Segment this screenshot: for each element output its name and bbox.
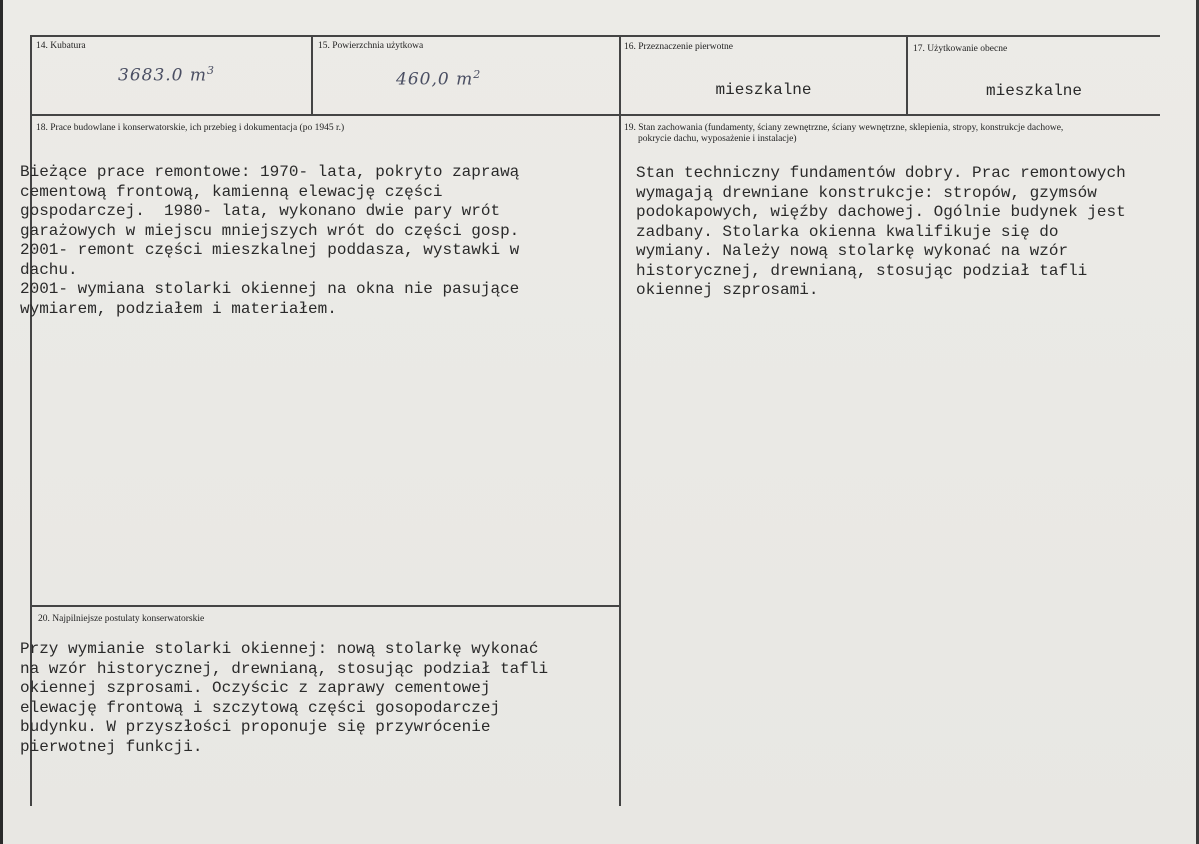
field-15-value: 460,0 $m^2$: [396, 68, 482, 90]
col-divider-15: [311, 35, 313, 115]
row1-rule: [30, 114, 1160, 116]
field-14-label: 14. Kubatura: [36, 41, 86, 51]
field-14-value: 3683.0 $m^3$: [118, 64, 216, 86]
field-16-label: 16. Przeznaczenie pierwotne: [624, 42, 733, 52]
field-15-label: 15. Powierzchnia użytkowa: [318, 41, 424, 51]
top-rule: [30, 35, 1160, 37]
field-19-text: Stan techniczny fundamentów dobry. Prac remontowych wymagają drewniane konstrukcje: stropów, gzymsów podokapowych, więźby dachowej. Ogólnie budynek jest zadbany. Stolarka okienna kwalifikuje się do wymiany. Należy nową stolarkę wykonać na wzór historycznej, drewnianą, stosując podział tafli okiennej szprosami.: [636, 164, 1126, 299]
field-17-label: 17. Użytkowanie obecne: [913, 44, 1008, 54]
field-19-label-line2: pokrycie dachu, wyposażenie i instalacje): [638, 134, 797, 144]
row3-rule: [30, 605, 620, 607]
field-19-label-line1: 19. Stan zachowania (fundamenty, ściany zewnętrzne, ściany wewnętrzne, sklepienia, stropy, konstrukcje dachowe,: [624, 123, 1064, 133]
col-divider-middle: [619, 35, 621, 806]
scan-edge-left: [0, 0, 3, 844]
field-18-label: 18. Prace budowlane i konserwatorskie, ich przebieg i dokumentacja (po 1945 r.): [36, 123, 345, 133]
field-19-label: [624, 123, 1154, 145]
field-16-value: mieszkalne: [715, 81, 812, 99]
field-17-value: mieszkalne: [985, 82, 1082, 100]
col-divider-17: [906, 35, 908, 115]
field-20-label: 20. Najpilniejsze postulaty konserwatorskie: [38, 614, 205, 624]
field-20-text: Przy wymianie stolarki okiennej: nową stolarkę wykonać na wzór historycznej, drewnianą, stosując podział tafli okiennej szprosami. Oczyścic z zaprawy cementowej elewację frontową i szczytową części gosopodarczej budynku. W przyszłości proponuje się przywrócenie pierwotnej funkcji.: [20, 640, 549, 756]
field-18-text: Bieżące prace remontowe: 1970- lata, pokryto zaprawą cementową frontową, kamienną elewację części gospodarczej. 1980- lata, wykonano dwie pary wrót garażowych w miejscu mniejszych wrót do części gosp. 2001- remont części mieszkalnej poddasza, wystawki w dachu. 2001- wymiana stolarki okiennej na okna nie pasujące wymiarem, podziałem i materiałem.: [20, 163, 520, 318]
